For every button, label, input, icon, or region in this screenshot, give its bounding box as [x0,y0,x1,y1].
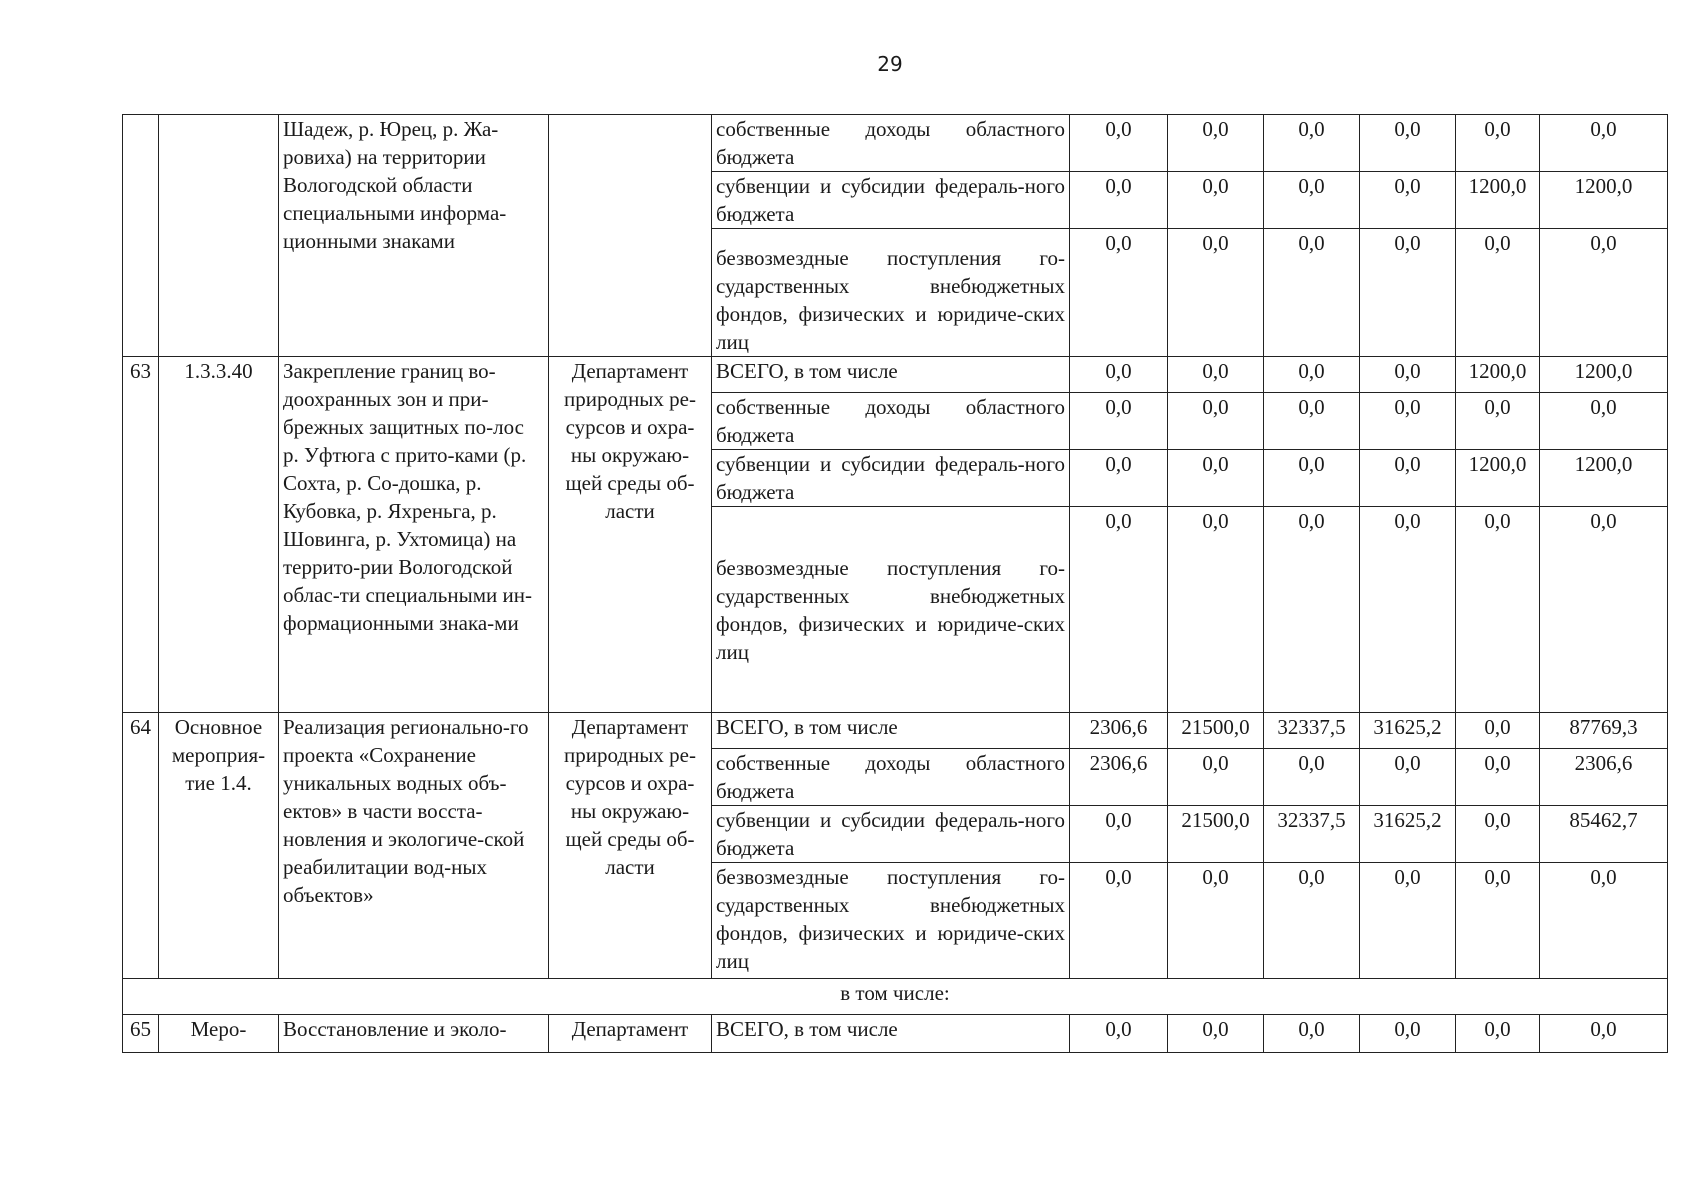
value-cell: 0,0 [1168,357,1264,393]
row-number-cell: 64 [123,713,159,979]
department-cell [549,115,712,357]
value-cell: 0,0 [1264,507,1360,713]
value-cell: 0,0 [1456,507,1540,713]
value-cell: 0,0 [1070,863,1168,979]
value-cell: 0,0 [1360,393,1456,450]
table-row [123,357,1668,393]
value-cell: 2306,6 [1540,749,1668,806]
value-cell: 1200,0 [1456,450,1540,507]
value-cell: 0,0 [1540,1015,1668,1053]
value-cell: 0,0 [1456,393,1540,450]
value-cell: 1200,0 [1456,172,1540,229]
value-cell: 0,0 [1360,357,1456,393]
code-cell [159,115,279,357]
value-cell: 0,0 [1456,713,1540,749]
value-cell: 1200,0 [1540,172,1668,229]
value-cell: 0,0 [1360,229,1456,357]
value-cell: 0,0 [1168,507,1264,713]
value-cell: 0,0 [1360,172,1456,229]
value-cell: 0,0 [1360,863,1456,979]
department-cell: Департамент природных ре-сурсов и охра-ны окружаю-щей среды об-ласти [549,713,712,979]
funding-source-cell: ВСЕГО, в том числе [712,1015,1070,1053]
value-cell: 0,0 [1264,749,1360,806]
department-cell: Департамент природных ре-сурсов и охра-ны окружаю-щей среды об-ласти [549,357,712,713]
value-cell: 0,0 [1264,393,1360,450]
value-cell: 0,0 [1540,229,1668,357]
department-cell: Департамент [549,1015,712,1053]
value-cell: 1200,0 [1540,450,1668,507]
value-cell: 1200,0 [1456,357,1540,393]
value-cell: 0,0 [1540,393,1668,450]
value-cell: 0,0 [1264,357,1360,393]
value-cell: 21500,0 [1168,806,1264,863]
value-cell: 0,0 [1168,229,1264,357]
funding-source-cell: субвенции и субсидии федераль-ного бюджета [712,172,1070,229]
value-cell: 0,0 [1264,450,1360,507]
value-cell: 2306,6 [1070,749,1168,806]
measure-name-cell: Реализация регионально-го проекта «Сохранение уникальных водных объ-ектов» в части восста-новления и экологиче-ской реабилитации вод-ных объектов» [279,713,549,979]
funding-source-cell: безвозмездные поступления го-сударственных внебюджетных фондов, физических и юридиче-ских лиц [712,863,1070,979]
value-cell: 0,0 [1360,507,1456,713]
funding-source-cell: безвозмездные поступления го-сударственных внебюджетных фондов, физических и юридиче-ских лиц [712,507,1070,713]
value-cell: 0,0 [1540,115,1668,172]
value-cell: 0,0 [1264,229,1360,357]
value-cell: 0,0 [1168,863,1264,979]
funding-source-cell: собственные доходы областного бюджета [712,749,1070,806]
value-cell: 31625,2 [1360,713,1456,749]
value-cell: 0,0 [1360,115,1456,172]
value-cell: 0,0 [1264,172,1360,229]
table-row [123,1015,1668,1053]
value-cell: 32337,5 [1264,713,1360,749]
funding-source-cell: субвенции и субсидии федераль-ного бюджета [712,450,1070,507]
value-cell: 1200,0 [1540,357,1668,393]
row-number-cell [123,115,159,357]
value-cell: 0,0 [1168,1015,1264,1053]
value-cell: 0,0 [1456,1015,1540,1053]
value-cell: 21500,0 [1168,713,1264,749]
value-cell: 0,0 [1360,749,1456,806]
funding-source-cell: собственные доходы областного бюджета [712,393,1070,450]
measure-name-cell: Шадеж, р. Юрец, р. Жа-ровиха) на территории Вологодской области специальными информа-ционными знаками [279,115,549,357]
table-row [123,713,1668,749]
value-cell: 0,0 [1168,393,1264,450]
value-cell: 31625,2 [1360,806,1456,863]
row-number-cell: 65 [123,1015,159,1053]
value-cell: 0,0 [1456,749,1540,806]
table-row [123,115,1668,172]
funding-source-cell: собственные доходы областного бюджета [712,115,1070,172]
measure-name-cell: Закрепление границ во-доохранных зон и при-брежных защитных по-лос р. Уфтюга с прито-ками (р. Сохта, р. Со-дошка, р. Кубовка, р. Яхреньга, р. Шовинга, р. Ухтомица) на террито-рии Вологодской облас-ти специальными ин-формационными знака-ми [279,357,549,713]
code-cell: Основное мероприя-тие 1.4. [159,713,279,979]
value-cell: 0,0 [1168,115,1264,172]
measure-name-cell: Восстановление и эколо- [279,1015,549,1053]
funding-source-cell: субвенции и субсидии федераль-ного бюджета [712,806,1070,863]
value-cell: 0,0 [1456,115,1540,172]
value-cell: 0,0 [1456,229,1540,357]
value-cell: 0,0 [1070,507,1168,713]
value-cell: 0,0 [1070,172,1168,229]
value-cell: 0,0 [1070,806,1168,863]
funding-source-cell: ВСЕГО, в том числе [712,357,1070,393]
value-cell: 0,0 [1360,1015,1456,1053]
code-cell: Меро- [159,1015,279,1053]
funding-source-cell: безвозмездные поступления го-сударственных внебюджетных фондов, физических и юридиче-ских лиц [712,229,1070,357]
value-cell: 0,0 [1264,863,1360,979]
value-cell: 0,0 [1264,115,1360,172]
value-cell: 0,0 [1168,749,1264,806]
value-cell: 0,0 [1070,1015,1168,1053]
value-cell: 87769,3 [1540,713,1668,749]
value-cell: 0,0 [1070,450,1168,507]
value-cell: 0,0 [1264,1015,1360,1053]
section-note: в том числе: [123,979,1668,1015]
value-cell: 0,0 [1070,357,1168,393]
value-cell: 0,0 [1540,863,1668,979]
value-cell: 85462,7 [1540,806,1668,863]
value-cell: 0,0 [1168,172,1264,229]
funding-source-cell: ВСЕГО, в том числе [712,713,1070,749]
value-cell: 0,0 [1070,393,1168,450]
value-cell: 0,0 [1360,450,1456,507]
code-cell: 1.3.3.40 [159,357,279,713]
row-number-cell: 63 [123,357,159,713]
budget-table [122,114,1668,1053]
value-cell: 0,0 [1456,806,1540,863]
page-number: 29 [877,52,903,76]
value-cell: 0,0 [1070,115,1168,172]
value-cell: 32337,5 [1264,806,1360,863]
value-cell: 0,0 [1070,229,1168,357]
value-cell: 2306,6 [1070,713,1168,749]
value-cell: 0,0 [1540,507,1668,713]
table-row [123,979,1668,1015]
value-cell: 0,0 [1168,450,1264,507]
value-cell: 0,0 [1456,863,1540,979]
